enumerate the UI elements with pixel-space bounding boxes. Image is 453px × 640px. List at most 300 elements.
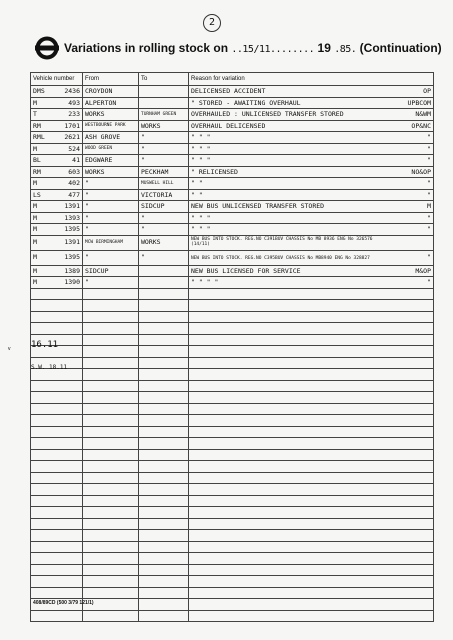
garage-code: N&WM (415, 110, 431, 118)
cell-reason (189, 323, 434, 335)
garage-code: " (427, 213, 431, 222)
table-row (31, 97, 434, 109)
margin-tick: v (8, 346, 11, 352)
table-row (31, 235, 434, 250)
cell-from: " (83, 201, 139, 213)
cell-from: EDGWARE (83, 155, 139, 167)
cell-to: " (139, 212, 189, 224)
reason-text: " " (191, 179, 203, 187)
cell-to (139, 392, 189, 404)
cell-vehicle-number (31, 143, 83, 155)
reason-text: " " " (191, 213, 211, 222)
cell-from: " (83, 178, 139, 190)
cell-reason (189, 587, 434, 599)
cell-to: " (139, 250, 189, 265)
form-heading (64, 41, 442, 55)
reason-text: " " " (191, 133, 211, 141)
cell-reason (189, 288, 434, 300)
vehicle-fleet-number: 2621 (64, 133, 80, 141)
cell-to (139, 415, 189, 427)
cell-reason (189, 120, 434, 132)
cell-to: " (139, 132, 189, 144)
cell-reason (189, 484, 434, 496)
cell-to (139, 461, 189, 473)
table-row (31, 541, 434, 553)
cell-from (83, 541, 139, 553)
cell-to (139, 507, 189, 519)
cell-reason (189, 166, 434, 178)
vehicle-fleet-number: 233 (68, 110, 80, 118)
vehicle-fleet-number: 41 (72, 156, 80, 164)
cell-reason (189, 109, 434, 121)
cell-from (83, 403, 139, 415)
cell-to: MUSWELL HILL (139, 178, 189, 190)
cell-vehicle-number (31, 472, 83, 484)
vehicle-class: RM (33, 167, 41, 176)
cell-reason (189, 564, 434, 576)
cell-reason (189, 143, 434, 155)
garage-code: " (427, 133, 431, 141)
garage-code: " (427, 179, 431, 187)
cell-to (139, 576, 189, 588)
reason-text: NEW BUS INTO STOCK. REG.NO C391BUV CHASSIS No MB 8936 ENG No 326576 (14/11) (191, 236, 373, 247)
cell-vehicle-number (31, 495, 83, 507)
cell-to: PECKHAM (139, 166, 189, 178)
cell-vehicle-number (31, 553, 83, 565)
cell-vehicle-number (31, 392, 83, 404)
header-vehicle-number: Vehicle number (31, 73, 83, 86)
cell-to (139, 86, 189, 98)
cell-vehicle-number (31, 224, 83, 236)
vehicle-fleet-number: 1389 (64, 266, 80, 275)
margin-date-note: 16.11 (31, 340, 59, 350)
cell-to: " (139, 155, 189, 167)
cell-to (139, 599, 189, 611)
cell-vehicle-number (31, 300, 83, 312)
garage-code: M&OP (415, 266, 431, 275)
table-row (31, 300, 434, 312)
cell-from: " (83, 189, 139, 201)
cell-from: SIDCUP (83, 265, 139, 277)
vehicle-class: M (33, 144, 37, 153)
cell-reason (189, 97, 434, 109)
cell-reason (189, 132, 434, 144)
table-row (31, 143, 434, 155)
table-row (31, 484, 434, 496)
table-row (31, 461, 434, 473)
table-row (31, 392, 434, 404)
year-prefix: 19 (317, 41, 331, 55)
roundel-logo-icon (35, 36, 59, 60)
cell-from (83, 380, 139, 392)
cell-reason (189, 610, 434, 622)
cell-from: " (83, 212, 139, 224)
cell-to (139, 564, 189, 576)
header-from: From (83, 73, 139, 86)
reason-text: " RELICENSED (191, 167, 238, 176)
cell-to (139, 97, 189, 109)
cell-from: " (83, 224, 139, 236)
table-row (31, 189, 434, 201)
table-row (31, 438, 434, 450)
cell-to: TURNHAM GREEN (139, 109, 189, 121)
cell-to (139, 518, 189, 530)
vehicle-class: M (33, 225, 37, 233)
table-row (31, 212, 434, 224)
cell-reason (189, 599, 434, 611)
continuation-label: (Continuation) (359, 41, 442, 55)
cell-vehicle-number (31, 564, 83, 576)
cell-to (139, 610, 189, 622)
table-row (31, 472, 434, 484)
cell-reason (189, 507, 434, 519)
cell-from (83, 288, 139, 300)
table-row (31, 250, 434, 265)
vehicle-fleet-number: 477 (68, 190, 80, 199)
cell-to (139, 357, 189, 369)
table-row (31, 346, 434, 358)
reason-text: " " " " (191, 278, 219, 286)
cell-reason (189, 576, 434, 588)
table-row (31, 426, 434, 438)
cell-from (83, 392, 139, 404)
cell-vehicle-number (31, 323, 83, 335)
cell-vehicle-number (31, 426, 83, 438)
table-row (31, 277, 434, 289)
cell-to: " (139, 143, 189, 155)
vehicle-fleet-number: 1701 (64, 121, 80, 130)
cell-reason (189, 86, 434, 98)
cell-vehicle-number (31, 541, 83, 553)
title-prefix: Variations in rolling stock on (64, 41, 229, 55)
vehicle-fleet-number: 2436 (64, 87, 80, 95)
cell-reason (189, 438, 434, 450)
cell-vehicle-number (31, 97, 83, 109)
vehicle-fleet-number: 1390 (64, 278, 80, 286)
cell-from (83, 369, 139, 381)
cell-reason (189, 392, 434, 404)
cell-vehicle-number (31, 484, 83, 496)
cell-reason (189, 311, 434, 323)
cell-from (83, 587, 139, 599)
garage-code: M (427, 202, 431, 210)
vehicle-class: M (33, 98, 37, 107)
cell-from (83, 564, 139, 576)
cell-vehicle-number (31, 438, 83, 450)
cell-reason (189, 541, 434, 553)
cell-from (83, 553, 139, 565)
cell-from (83, 461, 139, 473)
table-body (31, 86, 434, 622)
cell-to (139, 380, 189, 392)
table-row (31, 288, 434, 300)
table-row (31, 518, 434, 530)
table-row (31, 323, 434, 335)
header-to: To (139, 73, 189, 86)
reason-text: NEW BUS UNLICENSED TRANSFER STORED (191, 202, 325, 210)
cell-to (139, 530, 189, 542)
cell-vehicle-number (31, 235, 83, 250)
cell-from (83, 576, 139, 588)
vehicle-class: M (33, 253, 37, 262)
cell-vehicle-number (31, 189, 83, 201)
table-row (31, 553, 434, 565)
cell-to (139, 300, 189, 312)
cell-vehicle-number (31, 288, 83, 300)
cell-reason (189, 189, 434, 201)
cell-from: WOOD GREEN (83, 143, 139, 155)
table-row (31, 120, 434, 132)
cell-from (83, 518, 139, 530)
cell-vehicle-number (31, 311, 83, 323)
cell-to (139, 311, 189, 323)
cell-reason (189, 178, 434, 190)
cell-reason (189, 277, 434, 289)
garage-code: " (427, 253, 431, 262)
table-row (31, 357, 434, 369)
table-row (31, 132, 434, 144)
cell-from (83, 610, 139, 622)
cell-vehicle-number (31, 461, 83, 473)
cell-to: " (139, 224, 189, 236)
vehicle-fleet-number: 1395 (64, 253, 80, 262)
cell-reason (189, 250, 434, 265)
cell-vehicle-number (31, 250, 83, 265)
reason-text: " " " (191, 156, 211, 164)
cell-vehicle-number (31, 86, 83, 98)
vehicle-class: M (33, 213, 37, 222)
vehicle-class: RML (33, 133, 45, 141)
cell-vehicle-number (31, 166, 83, 178)
cell-to (139, 277, 189, 289)
vehicle-class: M (33, 278, 37, 286)
table-row (31, 334, 434, 346)
cell-reason (189, 553, 434, 565)
cell-reason (189, 346, 434, 358)
table-row (31, 576, 434, 588)
cell-to: WORKS (139, 235, 189, 250)
page-number: 2 (203, 14, 221, 32)
cell-reason (189, 212, 434, 224)
reason-text: NEW BUS INTO STOCK. REG.NO C395BUV CHASSIS No MB8940 ENG No 328827 (191, 256, 370, 262)
cell-to: WORKS (139, 120, 189, 132)
cell-to: VICTORIA (139, 189, 189, 201)
table-row (31, 201, 434, 213)
reason-text: NEW BUS LICENSED FOR SERVICE (191, 266, 301, 275)
vehicle-class: M (33, 238, 37, 247)
cell-to (139, 288, 189, 300)
garage-code: " (427, 156, 431, 164)
vehicle-fleet-number: 603 (68, 167, 80, 176)
vehicle-fleet-number: 524 (68, 144, 80, 153)
table-row (31, 178, 434, 190)
vehicle-class: LS (33, 190, 41, 199)
cell-from (83, 484, 139, 496)
cell-vehicle-number (31, 265, 83, 277)
table-row (31, 415, 434, 427)
reason-text: OVERHAUL DELICENSED (191, 121, 266, 130)
cell-from: CROYDON (83, 86, 139, 98)
cell-vehicle-number (31, 380, 83, 392)
cell-reason (189, 357, 434, 369)
vehicle-class: DMS (33, 87, 45, 95)
cell-to (139, 334, 189, 346)
cell-to (139, 587, 189, 599)
cell-to (139, 484, 189, 496)
cell-vehicle-number (31, 587, 83, 599)
table-row (31, 564, 434, 576)
cell-reason (189, 449, 434, 461)
cell-reason (189, 300, 434, 312)
cell-reason (189, 235, 434, 250)
table-header-row (31, 73, 434, 86)
vehicle-fleet-number: 493 (68, 98, 80, 107)
cell-reason (189, 461, 434, 473)
cell-vehicle-number (31, 277, 83, 289)
cell-vehicle-number (31, 212, 83, 224)
form-code: 408/89CD (500 3/79 121/1) (33, 600, 94, 606)
table-row (31, 530, 434, 542)
garage-code: " (427, 225, 431, 233)
reason-text: " STORED - AWAITING OVERHAUL (191, 98, 301, 107)
table-row (31, 86, 434, 98)
vehicle-class: M (33, 202, 37, 210)
cell-vehicle-number (31, 109, 83, 121)
table-row (31, 311, 434, 323)
table-row (31, 507, 434, 519)
header-reason: Reason for variation (189, 73, 434, 86)
cell-reason (189, 530, 434, 542)
table-row (31, 109, 434, 121)
vehicle-class: BL (33, 156, 41, 164)
cell-vehicle-number (31, 178, 83, 190)
cell-to (139, 323, 189, 335)
cell-from (83, 357, 139, 369)
table-row (31, 369, 434, 381)
cell-to (139, 346, 189, 358)
table-row (31, 403, 434, 415)
cell-vehicle-number (31, 449, 83, 461)
reason-text: " " (191, 190, 203, 199)
cell-from: WORKS (83, 166, 139, 178)
table-row (31, 495, 434, 507)
cell-reason (189, 265, 434, 277)
garage-code: OP (423, 87, 431, 95)
table-row (31, 224, 434, 236)
vehicle-fleet-number: 1395 (64, 225, 80, 233)
cell-reason (189, 426, 434, 438)
cell-reason (189, 415, 434, 427)
cell-to (139, 495, 189, 507)
cell-vehicle-number (31, 530, 83, 542)
cell-from (83, 323, 139, 335)
cell-to (139, 449, 189, 461)
vehicle-class: RM (33, 121, 41, 130)
cell-from: WESTBOURNE PARK (83, 120, 139, 132)
cell-reason (189, 472, 434, 484)
reason-text: OVERHAULED : UNLICENSED TRANSFER STORED (191, 110, 344, 118)
table-row (31, 449, 434, 461)
cell-vehicle-number (31, 201, 83, 213)
vehicle-class: T (33, 110, 37, 118)
cell-from (83, 438, 139, 450)
cell-from (83, 300, 139, 312)
cell-reason (189, 224, 434, 236)
cell-from: MCW BIRMINGHAM (83, 235, 139, 250)
cell-vehicle-number (31, 518, 83, 530)
table-row (31, 380, 434, 392)
table-row (31, 610, 434, 622)
reason-text: " " " (191, 144, 211, 153)
cell-to (139, 472, 189, 484)
cell-from: WORKS (83, 109, 139, 121)
cell-vehicle-number (31, 415, 83, 427)
cell-from (83, 495, 139, 507)
cell-from (83, 472, 139, 484)
vehicle-class: M (33, 266, 37, 275)
cell-vehicle-number (31, 155, 83, 167)
vehicle-fleet-number: 402 (68, 179, 80, 187)
garage-code: OP&NC (411, 121, 431, 130)
cell-from (83, 449, 139, 461)
cell-from (83, 334, 139, 346)
cell-from (83, 507, 139, 519)
cell-from (83, 530, 139, 542)
table-row (31, 265, 434, 277)
cell-to (139, 265, 189, 277)
garage-code: UPBCOM (407, 98, 431, 107)
cell-vehicle-number (31, 610, 83, 622)
cell-reason (189, 369, 434, 381)
date-field: ..15/11........ (231, 44, 315, 55)
cell-from: " (83, 250, 139, 265)
vehicle-fleet-number: 1393 (64, 213, 80, 222)
garage-code: NO&OP (411, 167, 431, 176)
cell-reason (189, 495, 434, 507)
cell-to: SIDCUP (139, 201, 189, 213)
cell-to (139, 403, 189, 415)
cell-vehicle-number (31, 403, 83, 415)
cell-reason (189, 403, 434, 415)
cell-reason (189, 155, 434, 167)
cell-from: ALPERTON (83, 97, 139, 109)
garage-code: " (427, 190, 431, 199)
cell-from (83, 346, 139, 358)
vehicle-class: M (33, 179, 37, 187)
garage-code: " (427, 278, 431, 286)
cell-from: ASH GROVE (83, 132, 139, 144)
table-row (31, 155, 434, 167)
cell-vehicle-number (31, 507, 83, 519)
cell-from (83, 426, 139, 438)
margin-initials-note: S.W. 18.11 (31, 364, 68, 371)
table-row (31, 587, 434, 599)
cell-to (139, 541, 189, 553)
reason-text: " " " (191, 225, 211, 233)
cell-vehicle-number (31, 132, 83, 144)
cell-reason (189, 201, 434, 213)
table-row (31, 166, 434, 178)
cell-vehicle-number (31, 576, 83, 588)
cell-reason (189, 518, 434, 530)
cell-reason (189, 380, 434, 392)
cell-from: " (83, 277, 139, 289)
year-field: .85. (334, 44, 357, 55)
cell-reason (189, 334, 434, 346)
vehicle-fleet-number: 1391 (64, 202, 80, 210)
vehicle-fleet-number: 1391 (64, 238, 80, 247)
cell-to (139, 438, 189, 450)
